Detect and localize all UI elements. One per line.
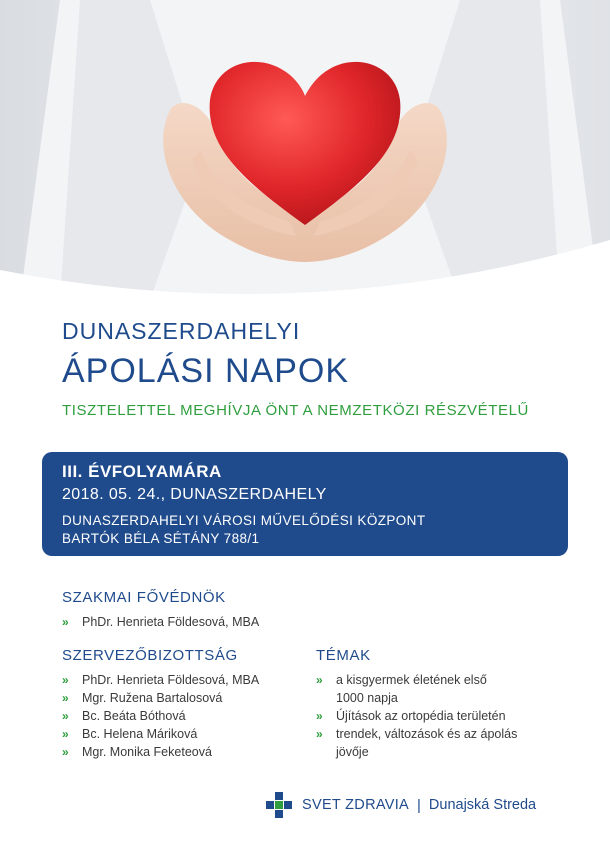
brand-name: SVET ZDRAVIA bbox=[302, 797, 410, 813]
event-edition: III. ÉVFOLYAMÁRA bbox=[62, 462, 222, 481]
brand-separator: | bbox=[417, 796, 421, 814]
hands-heart-illustration bbox=[0, 0, 610, 300]
chevron-right-icon: » bbox=[62, 709, 67, 723]
title-line2: ÁPOLÁSI NAPOK bbox=[62, 352, 349, 390]
chevron-right-icon: » bbox=[62, 673, 67, 687]
list-item: » PhDr. Henrieta Földesová, MBA bbox=[62, 673, 260, 687]
brand-city: Dunajská Streda bbox=[428, 797, 537, 813]
committee-list bbox=[62, 671, 259, 761]
chevron-right-icon: » bbox=[62, 615, 67, 629]
footer-logo bbox=[266, 792, 536, 818]
patron-heading: SZAKMAI FŐVÉDNÖK bbox=[62, 589, 226, 606]
patron-list bbox=[62, 613, 259, 631]
list-item: » trendek, változások és az ápolás jövője bbox=[316, 727, 518, 759]
list-item: » Mgr. Monika Feketeová bbox=[62, 745, 212, 759]
list-item: » Mgr. Ružena Bartalosová bbox=[62, 691, 223, 705]
list-item: » Bc. Helena Máriková bbox=[62, 727, 198, 741]
event-venue: DUNASZERDAHELYI VÁROSI MŰVELŐDÉSI KÖZPONT bbox=[62, 513, 426, 528]
committee-heading: SZERVEZŐBIZOTTSÁG bbox=[62, 647, 238, 664]
event-date-place: 2018. 05. 24., DUNASZERDAHELY bbox=[62, 486, 327, 503]
list-item: » a kisgyermek életének első 1000 napja bbox=[316, 673, 487, 705]
chevron-right-icon: » bbox=[316, 673, 321, 687]
list-item: » PhDr. Henrieta Földesová, MBA bbox=[62, 615, 260, 629]
subtitle: TISZTELETTEL MEGHÍVJA ÖNT A NEMZETKÖZI RÉSZVÉTELŰ bbox=[62, 402, 529, 419]
event-box bbox=[42, 452, 568, 556]
chevron-right-icon: » bbox=[316, 727, 321, 741]
topics-heading: TÉMAK bbox=[316, 647, 371, 664]
list-item: » Bc. Beáta Bóthová bbox=[62, 709, 186, 723]
chevron-right-icon: » bbox=[62, 727, 67, 741]
chevron-right-icon: » bbox=[62, 745, 67, 759]
medical-cross-icon bbox=[266, 792, 292, 818]
list-item: » Újítások az ortopédia területén bbox=[316, 709, 506, 723]
chevron-right-icon: » bbox=[316, 709, 321, 723]
title-line1: DUNASZERDAHELYI bbox=[62, 318, 301, 344]
hero-image bbox=[0, 0, 610, 300]
chevron-right-icon: » bbox=[62, 691, 67, 705]
event-address: BARTÓK BÉLA SÉTÁNY 788/1 bbox=[62, 531, 260, 546]
topics-list bbox=[316, 671, 517, 761]
